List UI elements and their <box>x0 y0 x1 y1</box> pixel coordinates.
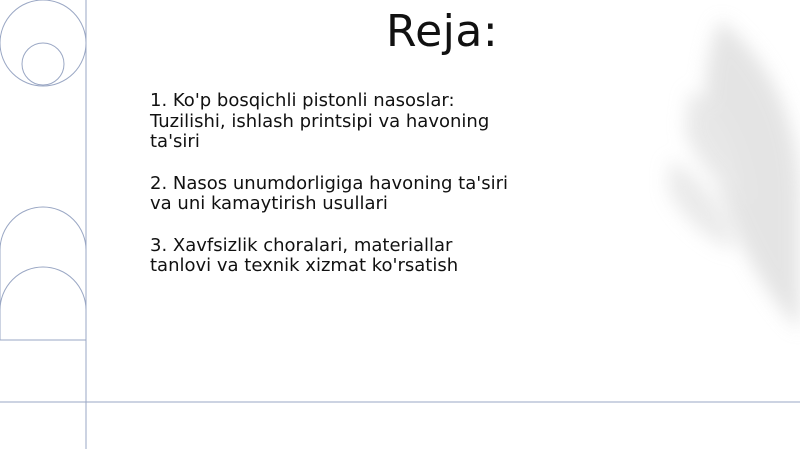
arch-ornament <box>0 207 86 340</box>
leaf-watermark <box>668 20 800 330</box>
circle-ornament <box>0 0 86 86</box>
plan-list <box>150 91 510 298</box>
plan-item: 1. Ko'p bosqichli pistonli nasoslar: Tuzilishi, ishlash printsipi va havoning ta'siri <box>150 90 490 152</box>
plan-item: 3. Xavfsizlik choralari, materiallar tanlovi va texnik xizmat ko'rsatish <box>150 234 459 276</box>
slide-title: Reja: <box>386 6 499 57</box>
plan-item: 2. Nasos unumdorligiga havoning ta'siri va uni kamaytirish usullari <box>150 172 508 214</box>
